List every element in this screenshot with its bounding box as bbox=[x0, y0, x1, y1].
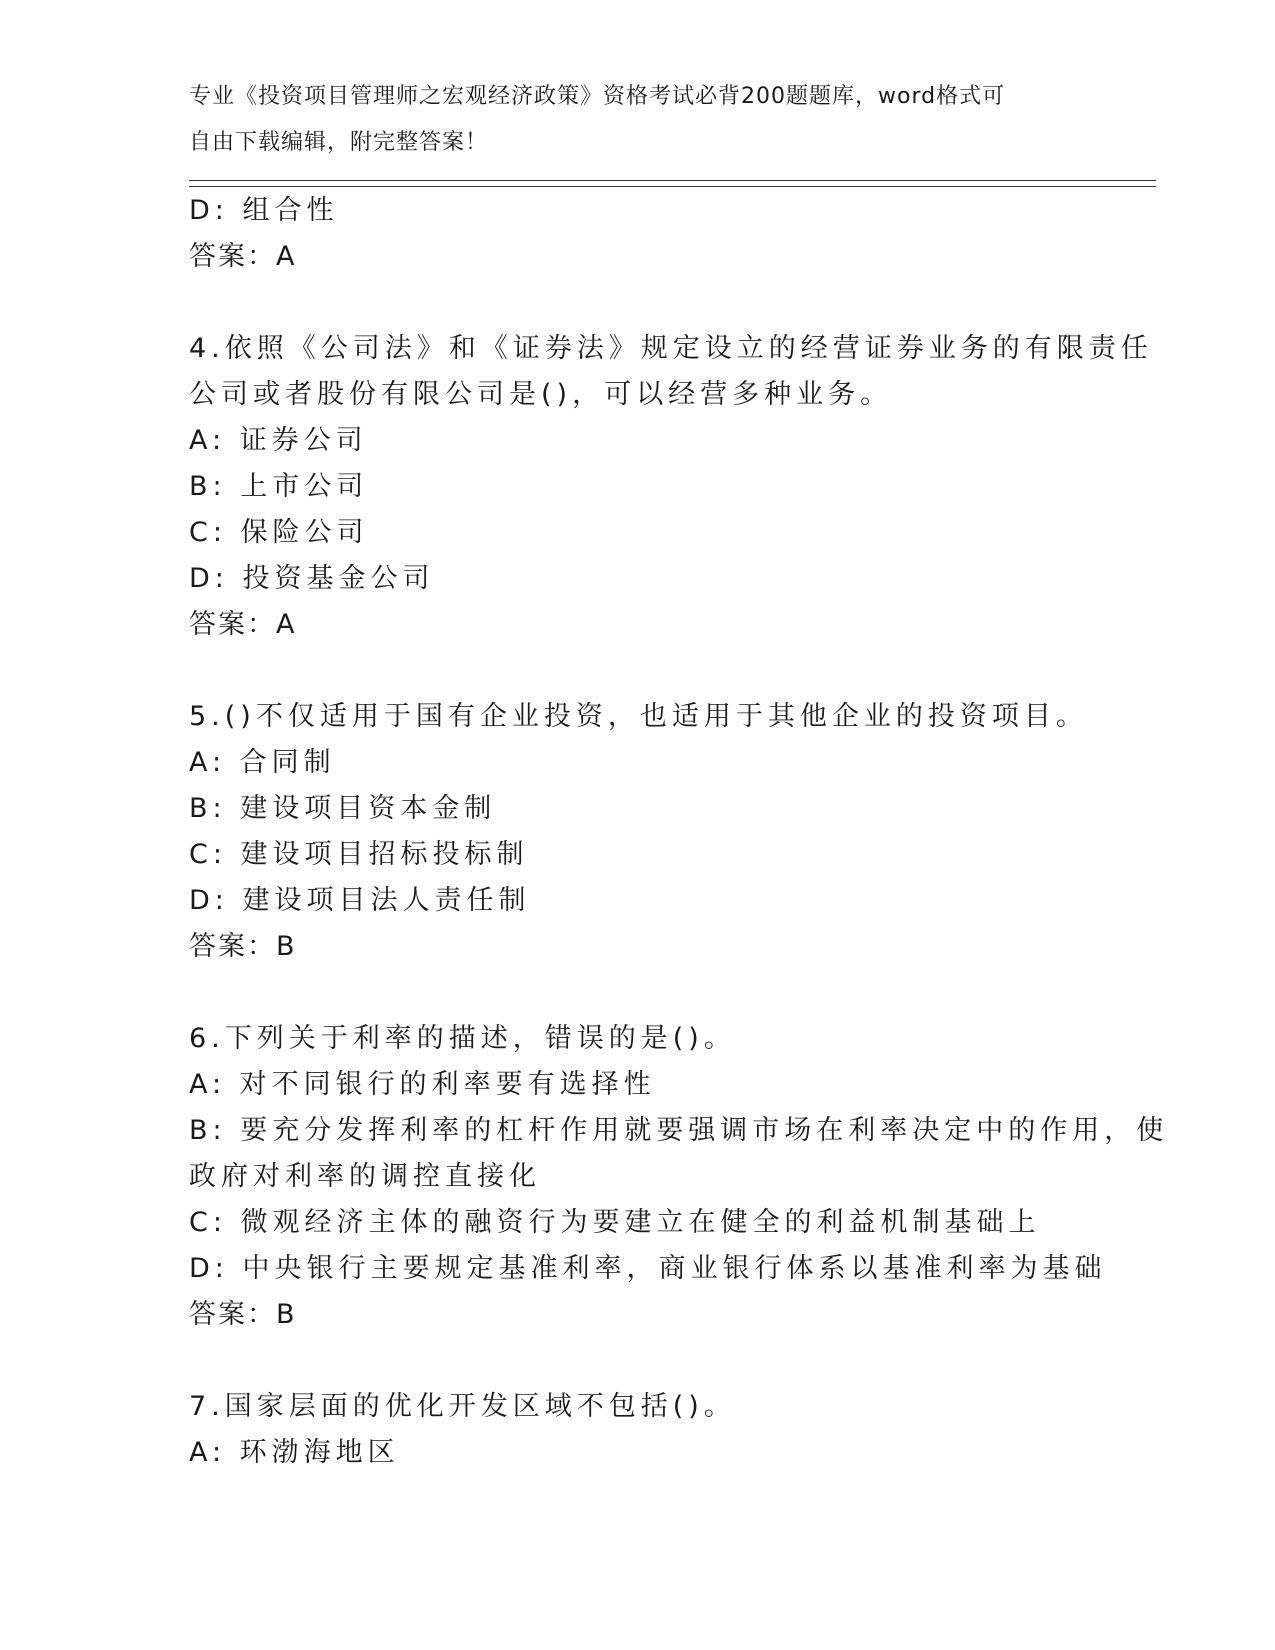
option-b: B: 上市公司 bbox=[189, 471, 369, 502]
question-7 bbox=[189, 1384, 1089, 1476]
option-a: A: 对不同银行的利率要有选择性 bbox=[189, 1069, 656, 1100]
option-c: C: 建设项目招标投标制 bbox=[189, 839, 529, 870]
option-d: D: 建设项目法人责任制 bbox=[189, 885, 531, 916]
option-a: A: 证券公司 bbox=[189, 425, 368, 456]
spacer bbox=[189, 280, 1089, 326]
question-stem: 7.国家层面的优化开发区域不包括()。 bbox=[189, 1391, 736, 1422]
answer: 答案：A bbox=[189, 609, 297, 640]
header-divider-bottom bbox=[189, 186, 1156, 187]
question-stem: 5.()不仅适用于国有企业投资，也适用于其他企业的投资项目。 bbox=[189, 701, 1088, 732]
header-line-2: 自由下载编辑，附完整答案！ bbox=[189, 130, 489, 155]
answer: 答案：B bbox=[189, 1299, 297, 1330]
option-a: A: 合同制 bbox=[189, 747, 336, 778]
option-b-continued: 政府对利率的调控直接化 bbox=[189, 1161, 541, 1192]
option-d: D: 中央银行主要规定基准利率，商业银行体系以基准利率为基础 bbox=[189, 1253, 1107, 1284]
question-3-tail bbox=[189, 188, 1089, 280]
question-6 bbox=[189, 1016, 1169, 1338]
header-divider-top bbox=[189, 180, 1156, 181]
option-b: B: 要充分发挥利率的杠杆作用就要强调市场在利率决定中的作用，使 bbox=[189, 1115, 1169, 1146]
answer: 答案：B bbox=[189, 931, 297, 962]
header-line-1: 专业《投资项目管理师之宏观经济政策》资格考试必背200题题库，word格式可 bbox=[189, 84, 1006, 109]
spacer bbox=[189, 1338, 1089, 1384]
option-c: C: 微观经济主体的融资行为要建立在健全的利益机制基础上 bbox=[189, 1207, 1041, 1238]
option-d: D: 投资基金公司 bbox=[189, 563, 435, 594]
spacer bbox=[189, 648, 1089, 694]
question-stem: 6.下列关于利率的描述，错误的是()。 bbox=[189, 1023, 736, 1054]
page-header bbox=[189, 74, 1089, 166]
option-b: B: 建设项目资本金制 bbox=[189, 793, 497, 824]
spacer bbox=[189, 970, 1089, 1016]
question-stem: 公司或者股份有限公司是()，可以经营多种业务。 bbox=[189, 379, 893, 410]
option-d: D: 组合性 bbox=[189, 195, 339, 226]
question-4 bbox=[189, 326, 1153, 648]
question-stem: 4.依照《公司法》和《证券法》规定设立的经营证券业务的有限责任 bbox=[189, 333, 1153, 364]
option-c: C: 保险公司 bbox=[189, 517, 369, 548]
question-list bbox=[189, 188, 1169, 1476]
answer: 答案：A bbox=[189, 241, 297, 272]
question-5 bbox=[189, 694, 1089, 970]
option-a: A: 环渤海地区 bbox=[189, 1437, 400, 1468]
